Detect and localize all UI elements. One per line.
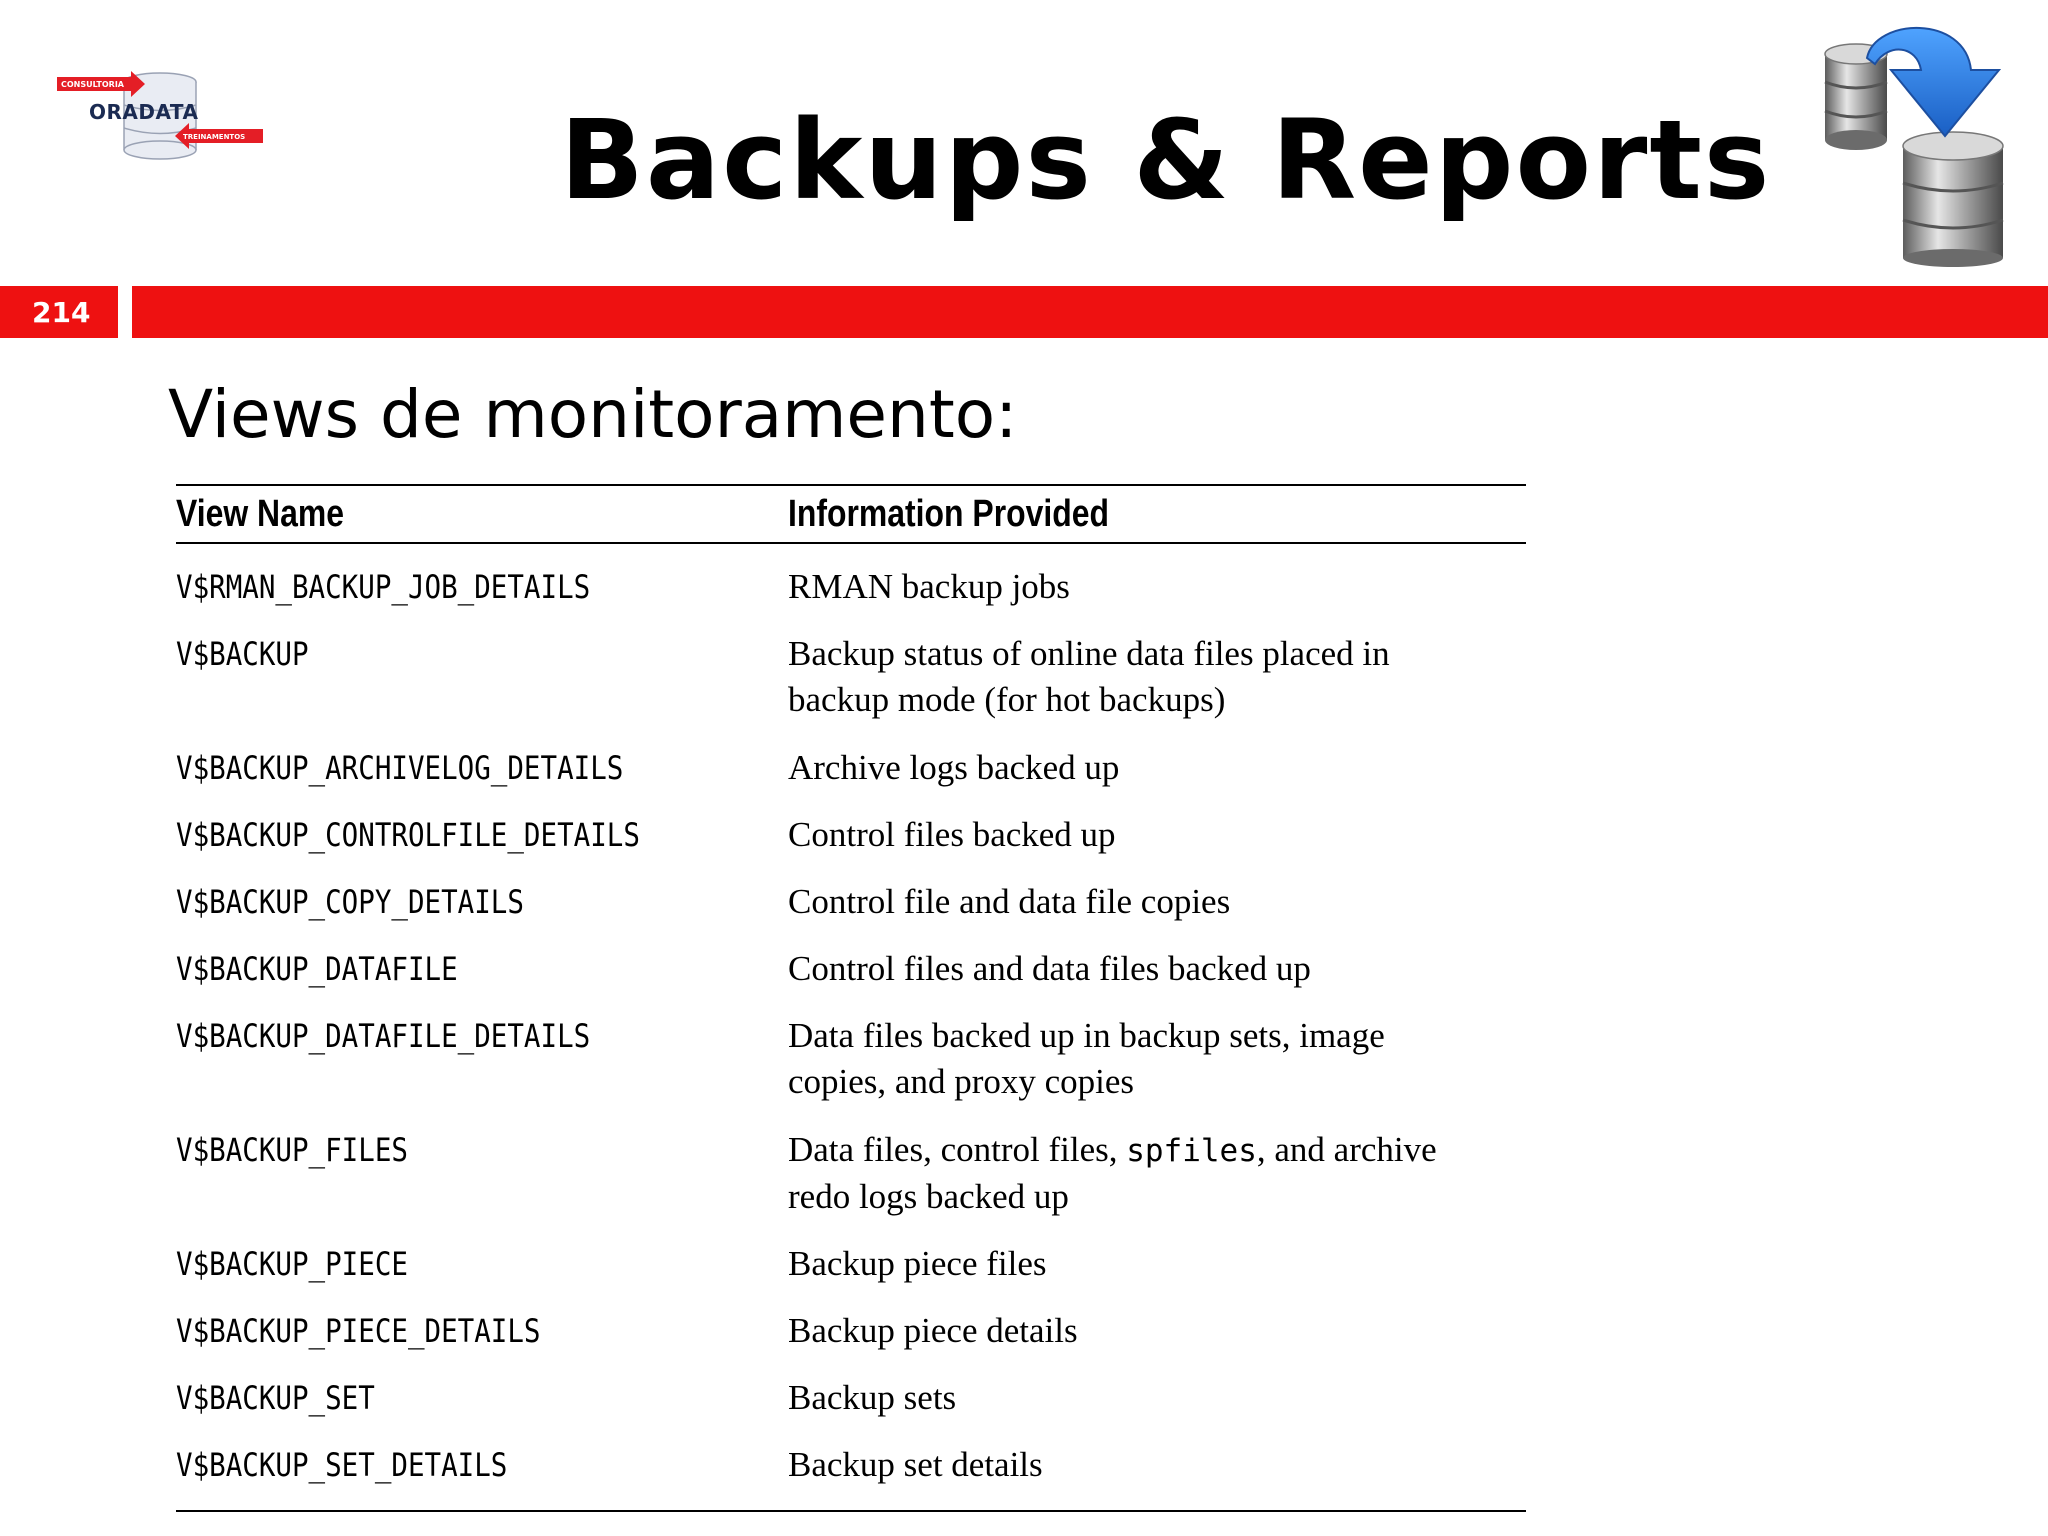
column-header-information: Information Provided bbox=[788, 492, 1109, 535]
header-band bbox=[132, 286, 2048, 338]
info-cell-line bbox=[788, 1127, 1526, 1174]
info-cell-line: redo logs backed up bbox=[788, 1177, 1069, 1216]
info-cell-line: backup mode (for hot backups) bbox=[788, 680, 1226, 719]
info-cell-line: Data files backed up in backup sets, image bbox=[788, 1016, 1385, 1055]
views-table bbox=[176, 484, 1526, 1512]
info-cell: Control file and data file copies bbox=[788, 882, 1231, 921]
view-name-cell: V$BACKUP_PIECE bbox=[176, 1245, 408, 1283]
table-row bbox=[176, 1442, 1526, 1492]
table-row bbox=[176, 1308, 1526, 1375]
view-name-cell: V$BACKUP bbox=[176, 635, 309, 673]
table-row bbox=[176, 1375, 1526, 1442]
view-name-cell: V$BACKUP_CONTROLFILE_DETAILS bbox=[176, 816, 640, 854]
info-code-text: spfiles bbox=[1126, 1133, 1257, 1169]
view-name-cell: V$BACKUP_DATAFILE bbox=[176, 950, 458, 988]
table-bottom-rule bbox=[176, 1510, 1526, 1512]
table-row bbox=[176, 631, 1526, 745]
company-logo bbox=[55, 68, 265, 168]
view-name-cell: V$BACKUP_COPY_DETAILS bbox=[176, 883, 524, 921]
view-name-cell: V$BACKUP_ARCHIVELOG_DETAILS bbox=[176, 749, 624, 787]
view-name-cell: V$BACKUP_PIECE_DETAILS bbox=[176, 1312, 541, 1350]
table-row bbox=[176, 745, 1526, 812]
logo-bottom-label: TREINAMENTOS bbox=[183, 133, 246, 141]
section-heading: Views de monitoramento: bbox=[168, 376, 1018, 453]
info-text: Data files, control files, bbox=[788, 1130, 1127, 1169]
view-name-cell: V$BACKUP_SET bbox=[176, 1379, 375, 1417]
info-cell: Backup piece files bbox=[788, 1244, 1047, 1283]
info-cell: Backup piece details bbox=[788, 1311, 1078, 1350]
view-name-cell: V$BACKUP_FILES bbox=[176, 1131, 408, 1169]
table-row bbox=[176, 564, 1526, 631]
logo-top-label: CONSULTORIA bbox=[61, 80, 124, 89]
info-cell: Backup sets bbox=[788, 1378, 957, 1417]
table-row bbox=[176, 812, 1526, 879]
info-cell-line: copies, and proxy copies bbox=[788, 1062, 1135, 1101]
table-row bbox=[176, 946, 1526, 1013]
info-cell: Control files and data files backed up bbox=[788, 949, 1311, 988]
info-cell: Backup set details bbox=[788, 1445, 1043, 1484]
column-header-view-name: View Name bbox=[176, 492, 344, 535]
page-number: 214 bbox=[0, 286, 118, 338]
logo-name: ORADATA bbox=[89, 100, 199, 124]
table-row bbox=[176, 1241, 1526, 1308]
info-text: , and archive bbox=[1256, 1130, 1437, 1169]
info-cell: Archive logs backed up bbox=[788, 748, 1120, 787]
view-name-cell: V$RMAN_BACKUP_JOB_DETAILS bbox=[176, 568, 591, 606]
info-cell: Control files backed up bbox=[788, 815, 1116, 854]
view-name-cell: V$BACKUP_DATAFILE_DETAILS bbox=[176, 1017, 591, 1055]
table-row bbox=[176, 1013, 1526, 1127]
table-row bbox=[176, 879, 1526, 946]
table-row bbox=[176, 1127, 1526, 1241]
view-name-cell: V$BACKUP_SET_DETAILS bbox=[176, 1446, 508, 1484]
table-header-row bbox=[176, 486, 1526, 542]
info-cell-line: Backup status of online data files placed in bbox=[788, 634, 1390, 673]
info-cell: RMAN backup jobs bbox=[788, 567, 1070, 606]
database-backup-arrow-icon bbox=[1815, 18, 2025, 268]
slide-title: Backups & Reports bbox=[560, 96, 1772, 224]
